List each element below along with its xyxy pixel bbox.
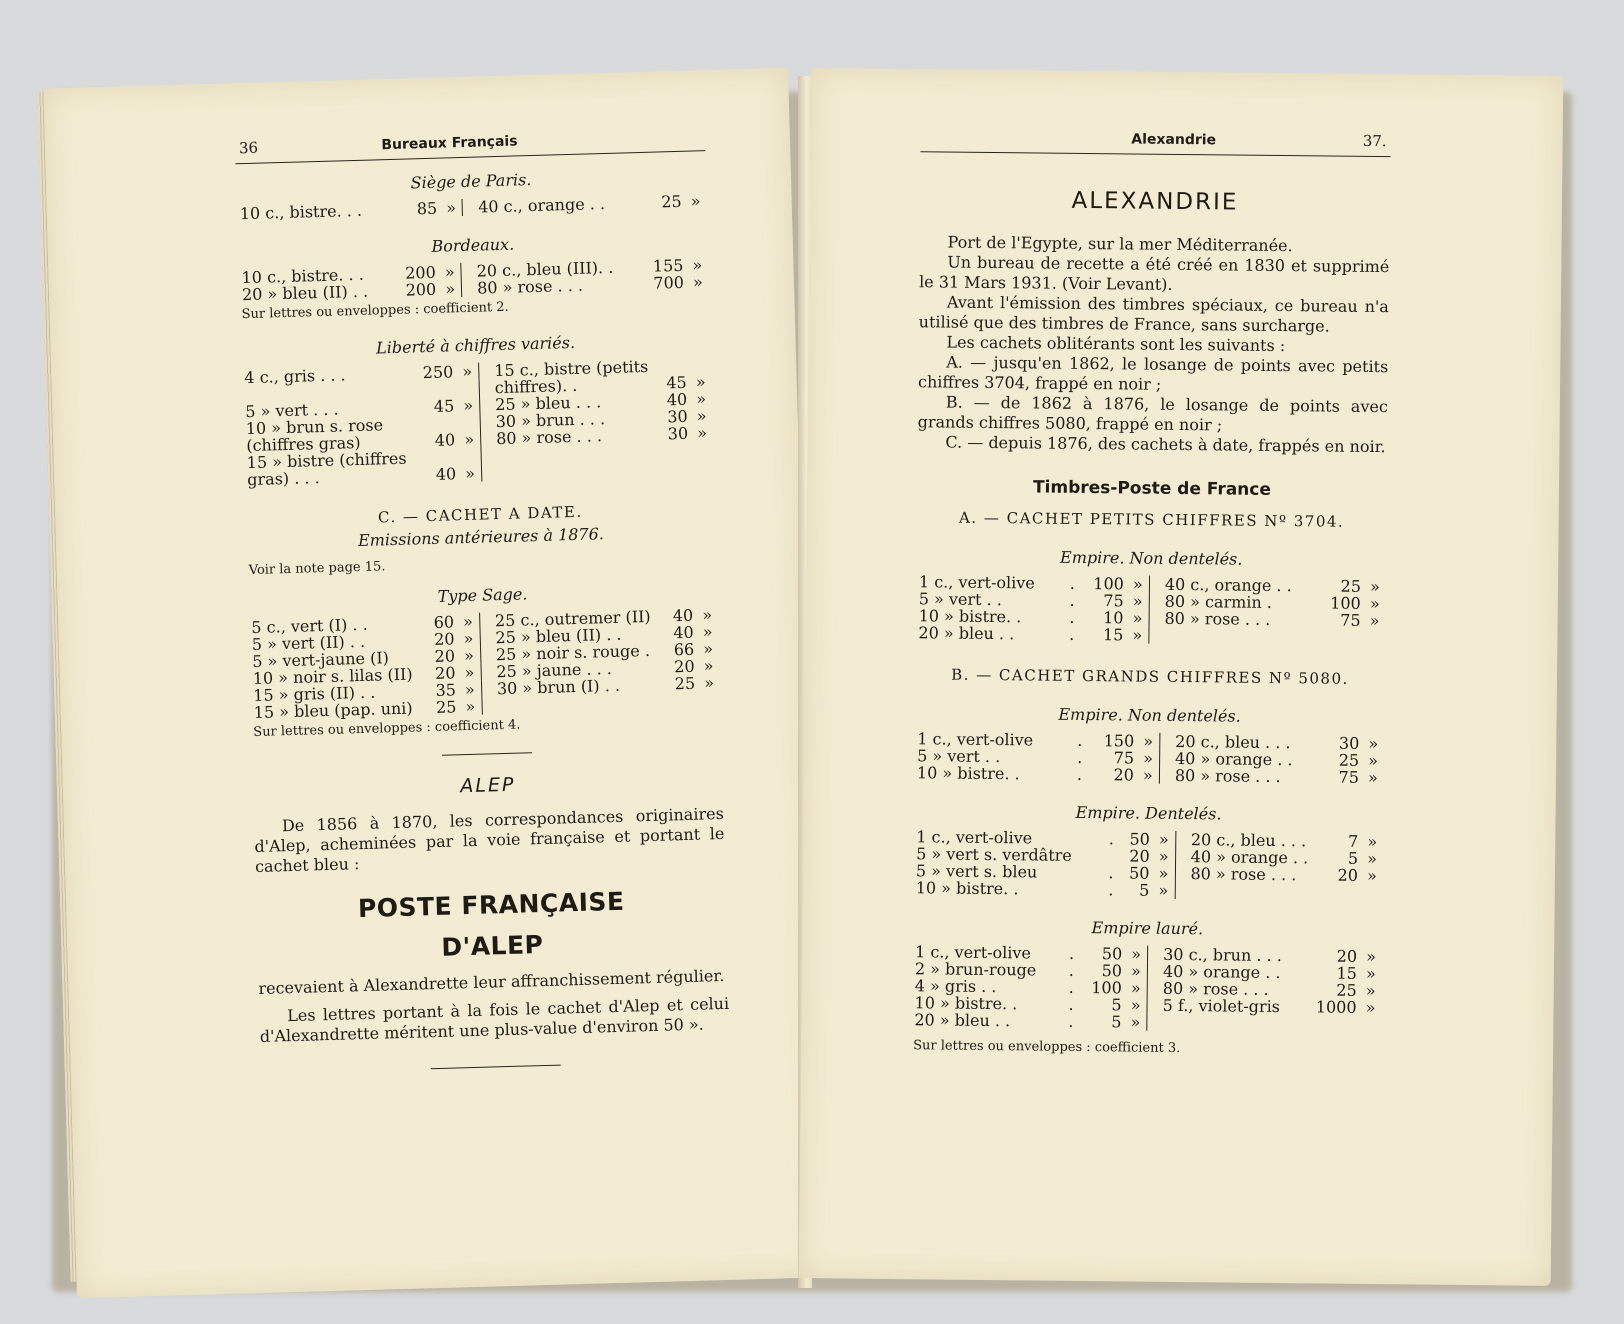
table-cell-label: 30 » brun . . .: [495, 409, 606, 432]
alexandrie-heading: ALEXANDRIE: [1071, 187, 1239, 216]
table-cell-label: 30 c., brun . . .: [1163, 944, 1282, 966]
table-cell-price: 75: [1113, 748, 1135, 768]
table-cell-label: 10 c., bistre. . .: [239, 200, 363, 224]
table-cell-label: 40 » orange . .: [1174, 748, 1293, 770]
table-cell-dot: .: [1108, 863, 1114, 883]
table-cell-price: 20: [434, 663, 456, 683]
table-cell-dot: .: [1068, 994, 1074, 1014]
table-cell-label: gras) . . .: [246, 468, 320, 490]
table-cell-q: »: [1158, 863, 1169, 883]
table-cell-price: 50: [1101, 961, 1123, 981]
left-page-number: 36: [238, 138, 259, 158]
table-cell-q: »: [1365, 997, 1376, 1018]
column-separator: [480, 629, 493, 646]
intro-line-2: Un bureau de recette a été créé en 1830 et supprimé le 31 Mars 1931. (Voir Levant).: [919, 252, 1390, 294]
table-cell-label: [1161, 627, 1320, 646]
table-cell-price: 5: [1347, 848, 1359, 868]
stamp-line-2: D'ALEP: [440, 930, 544, 962]
table-cell-q: [689, 356, 711, 374]
table-cell-price: 20: [433, 629, 455, 649]
table-cell-price: 20: [434, 646, 456, 666]
left-page-content: [235, 126, 731, 1094]
table-cell-price: 40: [435, 464, 457, 484]
column-separator: [1159, 750, 1172, 767]
table-cell-dot: .: [1069, 607, 1075, 627]
section-b-note: Sur lettres ou enveloppes : coefficient 3.: [913, 1038, 1181, 1057]
table-cell-label: 5 » vert . . .: [245, 399, 339, 422]
table-cell-q: [457, 414, 480, 432]
table-cell-q: »: [1132, 625, 1143, 645]
table-cell-q: »: [702, 639, 714, 659]
section-b-nd-table: [914, 730, 1385, 786]
table-cell-label: 1 c., vert-olive: [915, 942, 1032, 963]
table-cell-price: 250: [422, 362, 454, 383]
section-a-empire-title: Empire. Non dentelés.: [1059, 547, 1243, 569]
table-cell-label: 40 c., orange . .: [477, 194, 606, 217]
table-cell-price: 25: [1338, 750, 1360, 770]
table-cell-label: 5 » vert . .: [918, 589, 1002, 610]
table-cell-label: 10 » bistre. .: [918, 606, 1022, 627]
table-cell-price: [663, 442, 691, 460]
table-row: [915, 624, 1385, 646]
section-b-nd-title: Empire. Non dentelés.: [1058, 704, 1241, 726]
table-cell-price: 200: [405, 279, 437, 300]
siege-table: [237, 192, 707, 222]
table-cell-label: 1 c., vert-olive: [918, 572, 1035, 593]
table-cell-label: [1187, 882, 1330, 900]
alep-paragraph-2: recevaient à Alexandrette leur affranchissement régulier.: [258, 965, 725, 998]
table-cell-label: 10 c., bistre. . .: [241, 264, 365, 288]
section-rule: [442, 752, 532, 756]
table-cell-price: 5: [1111, 1012, 1122, 1032]
table-cell-q: »: [464, 429, 475, 450]
table-cell-price: [1305, 1015, 1360, 1033]
table-cell-q: »: [463, 628, 474, 649]
sage-title: Type Sage.: [437, 584, 528, 606]
table-cell-label: 10 » noir s. lilas (II): [252, 664, 413, 689]
table-cell-label: 40 c., orange . .: [1164, 574, 1292, 596]
table-cell-q: »: [1132, 574, 1143, 594]
column-separator: [1147, 963, 1160, 980]
column-separator: [1147, 980, 1160, 997]
left-page: [43, 68, 821, 1298]
table-cell-q: »: [1366, 865, 1377, 886]
table-cell-label: 1 c., vert-olive: [917, 729, 1034, 750]
section-a-title: A. — CACHET PETITS CHIFFRES Nº 3704.: [958, 508, 1345, 531]
table-cell-price: 25: [1336, 980, 1357, 1000]
table-cell-price: 75: [1338, 767, 1360, 787]
column-separator: [1175, 831, 1188, 848]
table-cell-q: »: [695, 372, 706, 392]
table-cell-price: 45: [666, 372, 687, 393]
table-cell-q: [458, 448, 481, 466]
table-cell-q: [691, 441, 713, 459]
table-cell-q: »: [696, 423, 708, 443]
intro-line-1: Port de l'Egypte, sur la mer Méditerranée.: [947, 232, 1293, 256]
table-cell-label: 25 » bleu . . .: [494, 392, 602, 415]
table-cell-q: »: [444, 262, 455, 282]
table-cell-label: 5 » vert s. verdâtre: [916, 844, 1072, 865]
table-cell-price: 700: [653, 272, 685, 293]
table-cell-q: »: [692, 272, 704, 292]
table-cell-label: 5 c., vert (I) . .: [251, 614, 368, 638]
table-cell-price: 7: [1348, 831, 1359, 851]
table-cell-q: »: [1143, 731, 1154, 751]
table-cell-q: »: [464, 463, 476, 484]
table-cell-label: 15 » bleu (pap. uni): [253, 698, 413, 722]
table-cell-q: »: [1369, 610, 1380, 631]
table-cell-q: »: [465, 696, 476, 717]
table-cell-q: »: [462, 361, 473, 382]
column-separator: [480, 413, 493, 430]
table-cell-q: »: [1365, 963, 1376, 984]
cachet-subtitle: Emissions antérieures à 1876.: [357, 524, 605, 551]
column-separator: [1147, 997, 1160, 1014]
sage-table: [248, 606, 721, 721]
table-cell-price: 5: [1111, 995, 1122, 1015]
table-cell-price: 50: [1129, 829, 1150, 849]
table-cell-label: 80 » rose . . .: [1164, 608, 1271, 629]
end-rule: [431, 1065, 561, 1070]
stamp-line-1: POSTE FRANÇAISE: [357, 886, 625, 924]
table-cell-label: 5 » vert . .: [917, 746, 1001, 767]
table-row: [913, 879, 1383, 901]
table-cell-dot: .: [1068, 977, 1074, 997]
table-cell-label: 80 » rose . . .: [476, 275, 584, 298]
table-cell-q: »: [702, 622, 713, 642]
table-cell-q: »: [464, 662, 475, 683]
table-cell-q: »: [692, 255, 703, 275]
table-cell-q: »: [696, 406, 707, 426]
table-cell-label: 80 » rose . . .: [1162, 978, 1269, 999]
table-cell-dot: .: [1108, 880, 1114, 900]
table-cell-dot: .: [1077, 747, 1083, 767]
table-cell-q: »: [1367, 848, 1378, 869]
table-cell-price: 40: [666, 389, 688, 410]
table-cell-q: »: [1367, 767, 1378, 788]
table-cell-label: 20 » bleu . .: [914, 1010, 1011, 1031]
table-cell-price: 66: [673, 639, 695, 660]
column-separator: [462, 199, 475, 216]
table-cell-q: »: [1158, 846, 1169, 866]
table-cell-label: 10 » bistre. .: [915, 878, 1019, 899]
alep-paragraph-3: Les lettres portant à la fois le cachet d'Alep et celui d'Alexandrette méritent une plus-value d'environ 50 ».: [259, 993, 730, 1046]
table-cell-label: 20 c., bleu (III). .: [476, 257, 614, 281]
table-cell-q: »: [1367, 831, 1378, 852]
table-cell-label: 20 c., bleu . . .: [1190, 830, 1307, 851]
table-cell-label: 5 » vert (II) . .: [251, 631, 366, 655]
table-cell-price: 40: [672, 605, 694, 626]
table-cell-dot: .: [1069, 590, 1075, 610]
table-cell-price: 40: [434, 430, 456, 450]
table-cell-label: 20 c., bleu . . .: [1175, 731, 1291, 753]
table-cell-q: »: [1132, 608, 1143, 628]
table-cell-label: 15 » gris (II) . .: [253, 682, 376, 706]
section-b-l-table: [911, 943, 1382, 1033]
table-cell-label: 80 » rose . . .: [1174, 765, 1281, 787]
intro-line-7: C. — depuis 1876, des cachets à date, frappés en noir.: [945, 432, 1386, 457]
column-separator: [481, 663, 494, 680]
table-cell-price: 20: [1113, 765, 1134, 785]
table-cell-label: 20 » bleu . .: [918, 623, 1015, 644]
table-cell-label: 15 c., bistre (petits: [494, 356, 649, 381]
table-cell-q: »: [1369, 593, 1380, 614]
column-separator: [1149, 610, 1162, 627]
right-page-number: 37.: [1362, 131, 1387, 151]
table-cell-label: 20 » bleu (II) . .: [241, 281, 369, 305]
table-cell-price: 50: [1129, 863, 1150, 883]
table-cell-label: [494, 459, 664, 481]
table-cell-q: »: [1130, 1012, 1141, 1032]
table-cell-price: 30: [667, 406, 688, 427]
column-separator: [480, 646, 493, 663]
liberte-table: [241, 356, 714, 488]
table-cell-label: 80 » rose . . .: [1190, 864, 1297, 885]
table-cell-price: 10: [1103, 608, 1124, 628]
table-cell-price: 15: [1336, 963, 1358, 983]
intro-line-4: Les cachets oblitérants sont les suivants :: [946, 332, 1286, 356]
table-cell-label: 80 » rose . . .: [495, 426, 603, 449]
table-cell-label: 25 » bleu (II) . .: [495, 624, 622, 648]
column-separator: [1175, 848, 1188, 865]
table-cell-label: 25 c., outremer (II): [494, 606, 651, 631]
liberte-title: Liberté à chiffres variés.: [375, 332, 576, 358]
table-cell-q: [698, 691, 720, 709]
table-cell-price: [670, 692, 699, 710]
table-cell-q: »: [1131, 961, 1142, 981]
table-cell-price: 30: [1338, 733, 1360, 753]
alep-heading: ALEP: [460, 773, 516, 798]
table-cell-dot: .: [1076, 764, 1083, 784]
table-cell-price: 35: [435, 680, 457, 700]
table-cell-label: 15 » bistre (chiffres: [246, 448, 407, 473]
table-row: [237, 192, 707, 222]
table-cell-label: (chiffres gras): [246, 432, 361, 456]
table-cell-dot: [1100, 847, 1122, 864]
table-cell-q: [1359, 1016, 1381, 1033]
table-cell-label: 1 c., vert-olive: [916, 827, 1033, 848]
table-cell-label: 5 » vert s. bleu: [915, 861, 1038, 882]
table-cell-label: 30 » brun (I) . .: [496, 675, 621, 699]
sage-note: Sur lettres ou enveloppes : coefficient 4.: [253, 717, 521, 741]
table-cell-q: »: [1142, 765, 1153, 785]
table-cell-q: »: [1369, 576, 1380, 597]
table-cell-price: 200: [404, 262, 437, 283]
left-running-title: Bureaux Français: [381, 133, 518, 154]
table-cell-q: »: [445, 279, 456, 299]
bordeaux-note: Sur lettres ou enveloppes : coefficient 2.: [241, 299, 509, 323]
table-cell-q: »: [1368, 750, 1379, 771]
table-cell-label: 2 » brun-rouge: [914, 959, 1037, 980]
table-cell-q: »: [462, 611, 474, 632]
section-b-d-table: [913, 828, 1384, 901]
column-separator: [1147, 1014, 1160, 1031]
table-cell-price: [1330, 884, 1361, 901]
table-cell-price: 1000: [1315, 997, 1357, 1017]
column-separator: [481, 447, 494, 464]
table-cell-q: »: [1132, 591, 1143, 611]
right-running-head: [920, 127, 1390, 157]
table-cell-label: 25 » jaune . . .: [496, 658, 613, 682]
table-row: [911, 1011, 1381, 1033]
column-separator: [1159, 767, 1172, 784]
table-row: [914, 764, 1384, 786]
table-cell-price: 20: [1336, 946, 1358, 966]
column-separator: [1160, 733, 1173, 750]
table-cell-price: 20: [1337, 865, 1359, 885]
table-cell-label: 10 » bistre. .: [916, 763, 1020, 784]
table-cell-q: »: [703, 656, 714, 676]
column-separator: [1175, 882, 1188, 899]
column-separator: [482, 697, 495, 714]
column-separator: [480, 396, 493, 413]
column-separator: [479, 362, 492, 379]
table-cell-q: »: [690, 191, 701, 211]
table-cell-dot: .: [1069, 573, 1075, 593]
right-page: [799, 68, 1564, 1286]
table-cell-label: 4 c., gris . . .: [244, 365, 346, 388]
table-cell-q: »: [464, 679, 476, 700]
table-cell-price: 25: [1340, 576, 1362, 596]
table-cell-label: [1159, 1014, 1305, 1033]
alep-paragraph-1: De 1856 à 1870, les correspondances originaires d'Alep, acheminées par la voie française et portant le cachet bleu :: [254, 803, 725, 877]
table-cell-price: 25: [674, 673, 696, 694]
table-cell-price: 60: [433, 612, 455, 632]
table-cell-dot: .: [1077, 730, 1083, 750]
intro-line-6: B. — de 1862 à 1876, le losange de points avec grands chiffres 5080, frappé en noir ;: [917, 392, 1388, 435]
table-cell-q: »: [1365, 980, 1376, 1001]
table-cell-price: 75: [1340, 610, 1361, 630]
table-cell-q: »: [1130, 978, 1141, 998]
table-cell-dot: .: [1068, 943, 1075, 963]
column-separator: [1175, 865, 1188, 882]
section-b-l-title: Empire lauré.: [1091, 918, 1204, 939]
column-separator: [479, 379, 492, 396]
column-separator: [480, 430, 493, 447]
column-separator: [481, 680, 494, 697]
table-cell-dot: .: [1068, 960, 1075, 980]
column-separator: [1149, 593, 1162, 610]
table-cell-q: »: [1158, 880, 1169, 900]
table-cell-price: 20: [1129, 846, 1150, 866]
right-page-content: [911, 127, 1391, 1058]
table-cell-label: 80 » carmin .: [1164, 591, 1273, 612]
table-cell-q: »: [1130, 995, 1141, 1015]
section-b-d-title: Empire. Dentelés.: [1075, 802, 1222, 824]
column-separator: [461, 280, 474, 297]
table-cell-price: 25: [435, 697, 457, 717]
column-separator: [1149, 576, 1162, 593]
table-cell-q: [692, 458, 714, 476]
table-cell-price: [1320, 628, 1364, 645]
table-cell-label: 5 » vert-jaune (I): [252, 648, 390, 672]
table-cell-price: 100: [1091, 978, 1122, 998]
table-cell-q: »: [463, 645, 475, 666]
table-cell-label: 10 » brun s. rose: [245, 415, 384, 439]
intro-line-3: Avant l'émission des timbres spéciaux, ce bureau n'a utilisé que des timbres de France, sans surcharge.: [918, 292, 1389, 336]
siege-title: Siège de Paris.: [410, 170, 532, 193]
column-separator: [481, 464, 494, 481]
table-cell-label: 25 » noir s. rouge .: [495, 640, 651, 665]
bordeaux-title: Bordeaux.: [431, 234, 515, 256]
table-cell-price: [664, 459, 692, 477]
cachet-note: Voir la note page 15.: [248, 559, 386, 579]
table-cell-q: »: [463, 395, 474, 416]
cachet-title: C. — CACHET A DATE.: [377, 502, 583, 527]
table-cell-label: 10 » bistre. .: [914, 993, 1018, 1014]
left-running-head: [235, 126, 706, 164]
table-cell-price: 75: [1103, 591, 1124, 611]
intro-line-5: A. — jusqu'en 1862, le losange de points avec petits chiffres 3704, frappé en noir ;: [917, 352, 1389, 394]
table-cell-price: 45: [433, 396, 455, 416]
table-cell-price: 50: [1101, 944, 1123, 964]
table-cell-dot: .: [1069, 624, 1075, 644]
table-cell-price: 40: [673, 622, 694, 643]
column-separator: [1149, 627, 1162, 644]
table-cell-price: 20: [674, 656, 695, 677]
section-b-title: B. — CACHET GRANDS CHIFFRES Nº 5080.: [951, 665, 1349, 688]
right-running-title: Alexandrie: [1131, 131, 1217, 149]
table-cell-price: 150: [1103, 731, 1135, 751]
table-cell-dot: .: [1108, 829, 1115, 849]
table-cell-q: »: [696, 389, 707, 409]
table-cell-dot: .: [1068, 1011, 1074, 1031]
table-cell-q: »: [1143, 748, 1154, 768]
table-cell-q: [1361, 884, 1383, 901]
table-cell-price: 85: [416, 198, 438, 219]
table-cell-label: 40 » orange . .: [1162, 961, 1281, 983]
table-cell-q: »: [703, 673, 715, 693]
section-a-table: [915, 573, 1386, 646]
timbres-heading: Timbres-Poste de France: [1032, 477, 1272, 500]
table-cell-q: »: [1131, 944, 1142, 964]
column-separator: [461, 263, 474, 280]
table-cell-q: [457, 380, 480, 398]
table-cell-label: 40 » orange . .: [1190, 847, 1309, 868]
table-cell-label: 5 f., violet-gris: [1162, 995, 1281, 1017]
table-cell-q: [1363, 629, 1385, 646]
table-cell-q: »: [702, 605, 713, 625]
table-cell-price: 155: [652, 255, 684, 276]
column-separator: [479, 612, 492, 629]
column-separator: [1148, 946, 1161, 963]
table-cell-price: 25: [661, 191, 682, 212]
table-cell-price: 100: [1093, 574, 1124, 594]
table-cell-label: 4 » gris . .: [914, 976, 997, 997]
table-cell-label: chiffres). .: [494, 375, 578, 398]
table-cell-q: »: [446, 198, 457, 218]
table-cell-q: »: [1158, 829, 1169, 849]
table-cell-price: 30: [667, 423, 689, 444]
table-cell-q: »: [1366, 946, 1377, 967]
table-cell-price: 100: [1330, 593, 1361, 613]
table-cell-price: 15: [1102, 625, 1124, 645]
table-cell-price: 5: [1139, 880, 1150, 900]
table-cell-q: »: [1368, 733, 1379, 754]
